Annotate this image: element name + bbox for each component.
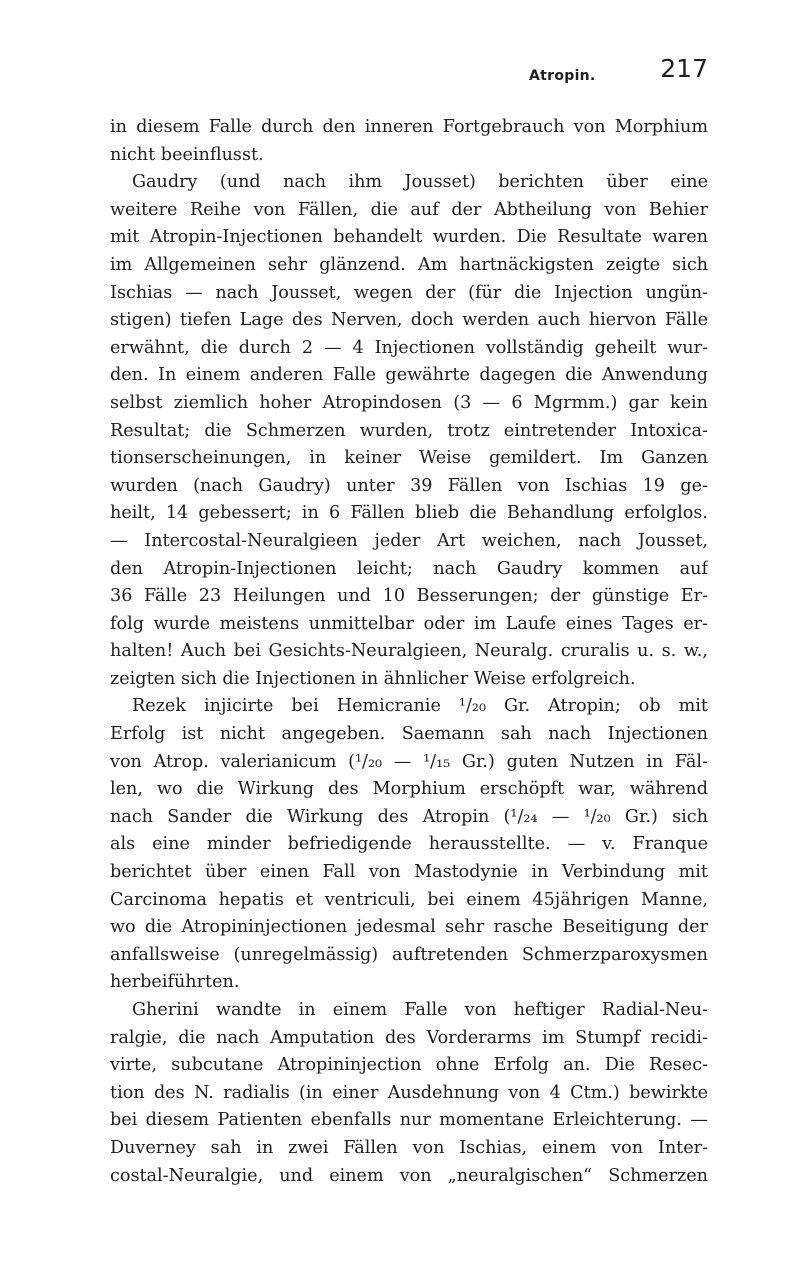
text-line: — Intercostal-Neuralgieen jeder Art weichen, nach Jousset, [110, 530, 708, 551]
text-line: berichtet über einen Fall von Mastodynie in Verbindung mit [110, 862, 708, 883]
body-text [110, 114, 708, 1190]
text-line: nicht beeinflusst. [110, 144, 264, 165]
text-line: wo die Atropininjectionen jedesmal sehr rasche Beseitigung der [110, 917, 708, 938]
page-number: 217 [660, 54, 708, 83]
text-line: den. In einem anderen Falle gewährte dagegen die Anwendung [110, 365, 708, 386]
text-line: stigen) tiefen Lage des Nerven, doch werden auch hiervon Fälle [110, 310, 708, 331]
text-line: len, wo die Wirkung des Morphium erschöpft war, während [110, 779, 708, 800]
text-line: weitere Reihe von Fällen, die auf der Abtheilung von Behier [110, 199, 708, 220]
text-line: Duverney sah in zwei Fällen von Ischias, einem von Inter- [110, 1137, 708, 1158]
text-line: Gaudry (und nach ihm Jousset) berichten über eine [132, 172, 708, 193]
running-head [108, 52, 708, 92]
text-line: Rezek injicirte bei Hemicranie ¹/₂₀ Gr. Atropin; ob mit [132, 696, 708, 717]
text-line: erwähnt, die durch 2 — 4 Injectionen vollständig geheilt wur- [110, 337, 708, 358]
text-line: folg wurde meistens unmittelbar oder im Laufe eines Tages er- [110, 613, 708, 634]
text-line: Erfolg ist nicht angegeben. Saemann sah nach Injectionen [110, 724, 708, 745]
text-line: von Atrop. valerianicum (¹/₂₀ — ¹/₁₅ Gr.) guten Nutzen in Fäl- [110, 751, 708, 772]
text-line: Resultat; die Schmerzen wurden, trotz eintretender Intoxica- [110, 420, 708, 441]
text-line: halten! Auch bei Gesichts-Neuralgieen, Neuralg. cruralis u. s. w., [110, 641, 708, 662]
text-line: als eine minder befriedigende herausstellte. — v. Franque [110, 834, 708, 855]
text-line: heilt, 14 gebessert; in 6 Fällen blieb die Behandlung erfolglos. [110, 503, 708, 524]
text-line: nach Sander die Wirkung des Atropin (¹/₂₄ — ¹/₂₀ Gr.) sich [110, 806, 708, 827]
text-line: in diesem Falle durch den inneren Fortgebrauch von Morphium [110, 117, 708, 137]
text-line: den Atropin-Injectionen leicht; nach Gaudry kommen auf [110, 558, 708, 579]
text-line: virte, subcutane Atropininjection ohne Erfolg an. Die Resec- [110, 1055, 708, 1076]
text-line: Ischias — nach Jousset, wegen der (für die Injection ungün- [110, 282, 708, 303]
text-line: anfallsweise (unregelmässig) auftretenden Schmerzparoxysmen [110, 944, 708, 965]
running-title: Atropin. [529, 68, 596, 84]
text-line: Carcinoma hepatis et ventriculi, bei einem 45jährigen Manne, [110, 889, 708, 910]
text-line: wurden (nach Gaudry) unter 39 Fällen von Ischias 19 ge- [110, 475, 708, 496]
text-line: 36 Fälle 23 Heilungen und 10 Besserungen; der günstige Er- [110, 586, 708, 607]
text-line: tion des N. radialis (in einer Ausdehnung von 4 Ctm.) bewirkte [110, 1082, 708, 1103]
text-line: bei diesem Patienten ebenfalls nur momentane Erleichterung. — [110, 1110, 708, 1131]
text-line: zeigten sich die Injectionen in ähnlicher Weise erfolgreich. [110, 668, 636, 689]
text-line: Gherini wandte in einem Falle von heftiger Radial-Neu- [132, 1000, 708, 1020]
text-line: herbeiführten. [110, 972, 240, 993]
text-line: mit Atropin-Injectionen behandelt wurden. Die Resultate waren [110, 227, 708, 248]
text-line: ralgie, die nach Amputation des Vorderarms im Stumpf recidi- [110, 1027, 708, 1048]
text-line: selbst ziemlich hoher Atropindosen (3 — 6 Mgrmm.) gar kein [110, 392, 708, 413]
text-line: costal-Neuralgie, und einem von „neuralgischen“ Schmerzen [110, 1165, 708, 1186]
text-line: im Allgemeinen sehr glänzend. Am hartnäckigsten zeigte sich [110, 254, 708, 275]
text-line: tionserscheinungen, in keiner Weise gemildert. Im Ganzen [110, 448, 708, 469]
